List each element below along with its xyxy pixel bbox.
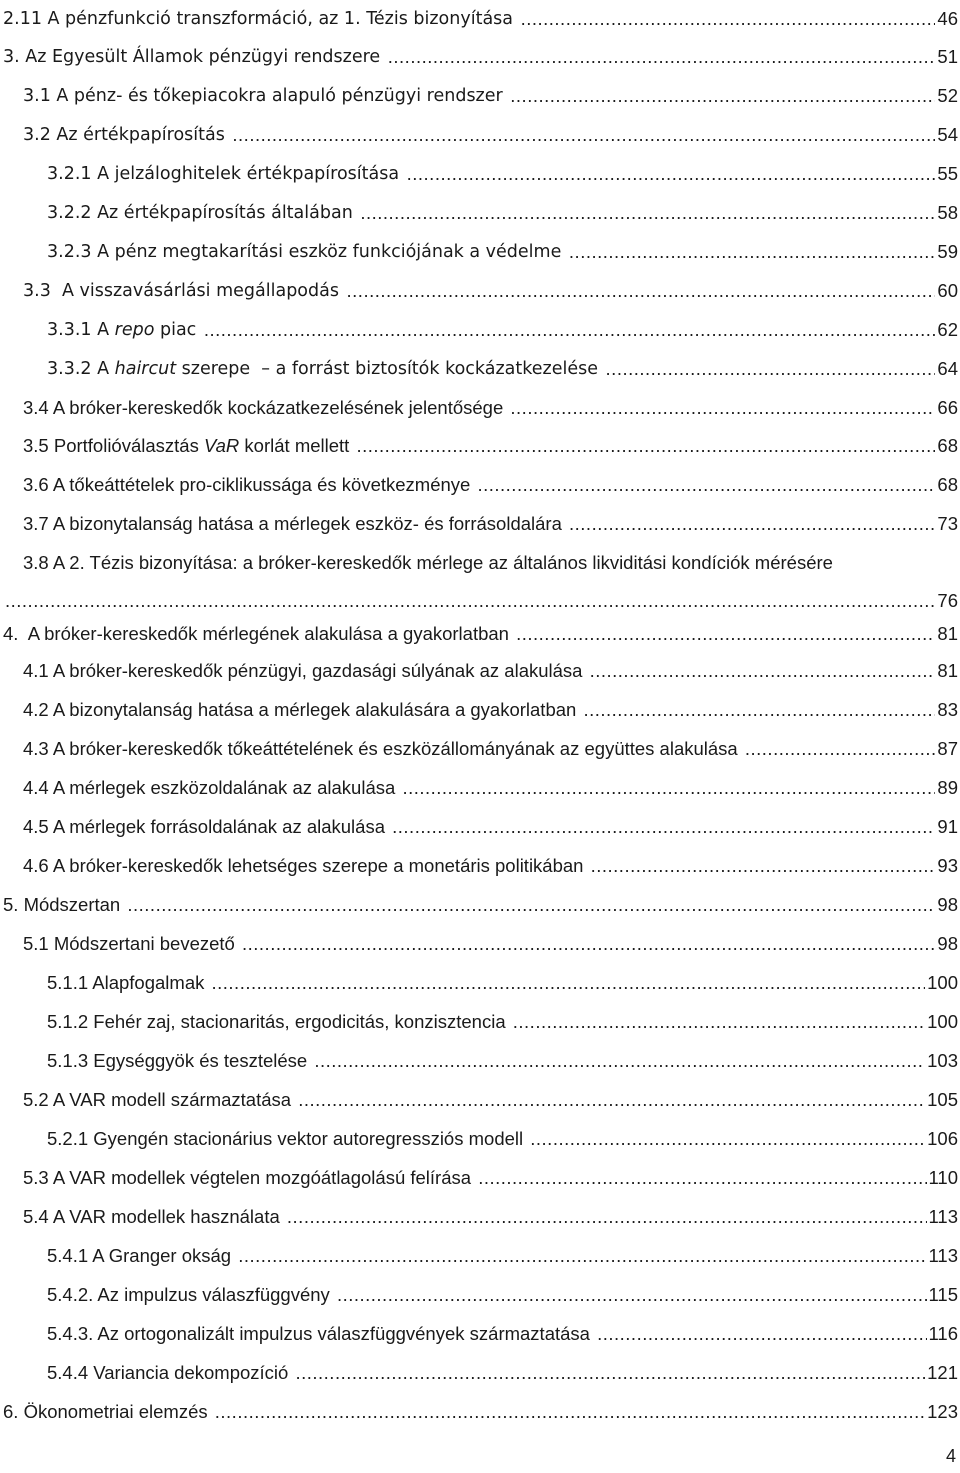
toc-entry-page: 83 — [937, 699, 958, 720]
toc-entry-text: 3.3.2 A — [47, 359, 115, 379]
toc-dot-leader — [521, 8, 936, 30]
toc-dot-leader — [127, 894, 935, 916]
toc-entry-page: 58 — [937, 202, 958, 223]
toc-entry[interactable] — [3, 582, 958, 612]
toc-dot-leader — [478, 1167, 926, 1189]
toc-entry-page: 93 — [937, 855, 958, 876]
toc-dot-leader — [295, 1362, 925, 1384]
toc-entry-title: 3. Az Egyesült Államok pénzügyi rendszere — [3, 47, 386, 67]
toc-entry-page: 60 — [937, 280, 958, 301]
toc-entry-page: 121 — [927, 1362, 958, 1383]
toc-entry-page: 76 — [937, 590, 958, 611]
toc-entry-title: 5.4.1 A Granger okság — [47, 1245, 237, 1266]
toc-entry-title: 4.6 A bróker-kereskedők lehetséges szerepe a monetáris politikában — [23, 855, 589, 876]
toc-entry-title: 3.4 A bróker-kereskedők kockázatkezelésének jelentősége — [23, 397, 509, 418]
toc-entry-page: 113 — [928, 1245, 958, 1266]
toc-entry-title: 5.1.1 Alapfogalmak — [47, 972, 210, 993]
toc-entry[interactable] — [47, 1120, 958, 1150]
toc-entry-page: 89 — [937, 777, 958, 798]
toc-entry-page: 66 — [937, 397, 958, 418]
toc-entry-page: 98 — [937, 933, 958, 954]
toc-entry[interactable] — [3, 0, 958, 30]
toc-entry-title: 5.3 A VAR modellek végtelen mozgóátlagolású felírása — [23, 1167, 477, 1188]
toc-entry-title: 3.7 A bizonytalanság hatása a mérlegek eszköz- és forrásoldalára — [23, 513, 568, 534]
toc-entry-page: 55 — [937, 163, 958, 184]
toc-dot-leader — [356, 435, 935, 457]
toc-entry[interactable] — [23, 1159, 958, 1189]
toc-entry-page: 59 — [937, 241, 958, 262]
toc-entry-page: 113 — [928, 1206, 958, 1227]
toc-entry-title: 3.2.2 Az értékpapírosítás általában — [47, 203, 359, 223]
toc-entry-title: 3.3 A visszavásárlási megállapodás — [23, 281, 345, 301]
toc-entry-page: 91 — [937, 816, 958, 837]
toc-dot-leader — [597, 1323, 926, 1345]
toc-entry-page: 64 — [937, 358, 958, 379]
toc-entry-emphasis: repo — [114, 320, 155, 340]
toc-dot-leader — [606, 358, 936, 380]
toc-entry-page: 100 — [927, 1011, 958, 1032]
toc-entry[interactable] — [23, 847, 958, 877]
toc-entry-page: 105 — [927, 1089, 958, 1110]
toc-entry-title: 4.1 A bróker-kereskedők pénzügyi, gazdasági súlyának az alakulása — [23, 660, 588, 681]
toc-entry[interactable] — [47, 155, 958, 185]
toc-dot-leader — [347, 280, 936, 302]
toc-entry-page: 46 — [937, 8, 958, 29]
toc-entry[interactable] — [23, 691, 958, 721]
toc-entry[interactable] — [23, 116, 958, 146]
toc-entry-page: 106 — [927, 1128, 958, 1149]
toc-entry-title: 5.2 A VAR modell származtatása — [23, 1089, 297, 1110]
toc-dot-leader — [591, 855, 936, 877]
toc-entry[interactable] — [47, 233, 958, 263]
toc-entry-title: 5. Módszertan — [3, 894, 126, 915]
toc-entry-page: 123 — [927, 1401, 958, 1422]
toc-entry[interactable] — [3, 615, 958, 645]
toc-entry[interactable] — [23, 730, 958, 760]
toc-entry-title: 5.2.1 Gyengén stacionárius vektor autoregressziós modell — [47, 1128, 529, 1149]
toc-entry[interactable] — [47, 350, 958, 380]
toc-entry[interactable] — [47, 1276, 958, 1306]
toc-dot-leader — [513, 1011, 925, 1033]
toc-entry-text: 3.5 Portfolióválasztás — [23, 435, 204, 456]
toc-entry-page: 87 — [937, 738, 958, 759]
toc-entry-page: 115 — [928, 1284, 958, 1305]
toc-entry-title: 4.5 A mérlegek forrásoldalának az alakulása — [23, 816, 391, 837]
toc-entry-page: 81 — [937, 623, 958, 644]
toc-entry[interactable] — [47, 1042, 958, 1072]
toc-dot-leader — [212, 972, 926, 994]
toc-dot-leader — [516, 623, 935, 645]
toc-entry-page: 73 — [937, 513, 958, 534]
toc-entry[interactable] — [23, 652, 958, 682]
toc-dot-leader — [745, 738, 936, 760]
toc-entry-emphasis: haircut — [114, 359, 177, 379]
toc-dot-leader — [583, 699, 935, 721]
toc-entry[interactable] — [47, 194, 958, 224]
toc-dot-leader — [314, 1050, 925, 1072]
page-number: 4 — [945, 1446, 956, 1466]
toc-entry[interactable] — [23, 272, 958, 302]
toc-entry-title — [47, 319, 202, 341]
toc-dot-leader — [215, 1401, 925, 1423]
toc-dot-leader — [569, 241, 936, 263]
toc-entry-title: 3.2 Az értékpapírosítás — [23, 125, 231, 145]
toc-entry[interactable] — [23, 769, 958, 799]
toc-entry-emphasis: VaR — [203, 435, 240, 456]
toc-entry[interactable] — [47, 1003, 958, 1033]
toc-entry[interactable] — [23, 505, 958, 535]
toc-entry[interactable] — [23, 427, 958, 457]
toc-dot-leader — [590, 660, 936, 682]
toc-entry-title: 3.2.1 A jelzáloghitelek értékpapírosítása — [47, 164, 405, 184]
toc-entry-title: 5.1.3 Egységgyök és tesztelése — [47, 1050, 313, 1071]
toc-dot-leader — [510, 397, 935, 419]
toc-entry-page: 81 — [937, 660, 958, 681]
toc-entry-title: 4.4 A mérlegek eszközoldalának az alakulása — [23, 777, 401, 798]
toc-entry-text: korlát mellett — [239, 435, 355, 456]
toc-dot-leader — [510, 85, 935, 107]
toc-entry-title: 5.4.2. Az impulzus válaszfüggvény — [47, 1284, 335, 1305]
toc-entry[interactable] — [23, 1081, 958, 1111]
toc-entry-text: szerepe – a forrást biztosítók kockázatkezelése — [176, 359, 604, 379]
toc-dot-leader — [402, 777, 935, 799]
toc-entry[interactable] — [3, 1393, 958, 1423]
toc-entry-page: 98 — [937, 894, 958, 915]
toc-entry[interactable] — [23, 808, 958, 838]
toc-entry[interactable] — [47, 1354, 958, 1384]
toc-entry-title: 3.1 A pénz- és tőkepiacokra alapuló pénzügyi rendszer — [23, 86, 509, 106]
toc-entry[interactable] — [3, 38, 958, 68]
toc-entry-page: 68 — [937, 435, 958, 456]
toc-entry-page: 116 — [928, 1323, 958, 1344]
toc-entry-title: 5.4.3. Az ortogonalizált impulzus válaszfüggvények származtatása — [47, 1323, 596, 1344]
toc-entry-title: 5.4 A VAR modellek használata — [23, 1206, 285, 1227]
toc-entry[interactable] — [47, 964, 958, 994]
toc-entry[interactable] — [47, 311, 958, 341]
toc-entry-title: 5.1.2 Fehér zaj, stacionaritás, ergodicitás, konzisztencia — [47, 1011, 511, 1032]
toc-entry[interactable] — [23, 925, 958, 955]
toc-dot-leader — [569, 513, 935, 535]
toc-entry-title: 2.11 A pénzfunkció transzformáció, az 1. Tézis bizonyítása — [3, 9, 519, 29]
toc-entry-page: 100 — [927, 972, 958, 993]
toc-entry[interactable] — [23, 1198, 958, 1228]
toc-entry-title: 4. A bróker-kereskedők mérlegének alakulása a gyakorlatban — [3, 623, 515, 644]
toc-entry[interactable] — [23, 466, 958, 496]
toc-entry-page: 62 — [937, 319, 958, 340]
toc-dot-leader — [360, 202, 935, 224]
toc-entry[interactable] — [23, 544, 958, 574]
toc-entry-title: 4.3 A bróker-kereskedők tőkeáttételének és eszközállományának az együttes alakulása — [23, 738, 743, 759]
toc-entry-page: 51 — [937, 46, 958, 67]
toc-entry-text: 3.3.1 A — [47, 320, 115, 340]
toc-entry-title: 3.2.3 A pénz megtakarítási eszköz funkciójának a védelme — [47, 242, 567, 262]
toc-dot-leader — [238, 1245, 926, 1267]
toc-dot-leader — [232, 124, 935, 146]
toc-dot-leader — [477, 474, 935, 496]
toc-entry[interactable] — [47, 1237, 958, 1267]
toc-entry-page: 103 — [927, 1050, 958, 1071]
toc-entry-title — [47, 358, 604, 380]
toc-entry-title: 5.1 Módszertani bevezető — [23, 933, 240, 954]
toc-entry-title: 3.8 A 2. Tézis bizonyítása: a bróker-kereskedők mérlege az általános likviditási kondíciók mérésére — [23, 552, 833, 573]
toc-dot-leader — [392, 816, 935, 838]
toc-dot-leader — [242, 933, 935, 955]
toc-dot-leader — [298, 1089, 925, 1111]
toc-entry[interactable] — [3, 886, 958, 916]
toc-entry[interactable] — [23, 77, 958, 107]
toc-entry-page: 110 — [928, 1167, 958, 1188]
toc-entry-page: 68 — [937, 474, 958, 495]
toc-entry-title: 4.2 A bizonytalanság hatása a mérlegek alakulására a gyakorlatban — [23, 699, 582, 720]
toc-dot-leader — [204, 319, 936, 341]
toc-entry-title: 5.4.4 Variancia dekompozíció — [47, 1362, 294, 1383]
toc-dot-leader — [5, 590, 935, 612]
toc-entry-page: 54 — [937, 124, 958, 145]
toc-dot-leader — [337, 1284, 927, 1306]
toc-entry-title — [23, 435, 354, 457]
toc-entry-title: 3.6 A tőkeáttételek pro-ciklikussága és következménye — [23, 474, 476, 495]
toc-dot-leader — [388, 46, 936, 68]
toc-entry-page: 52 — [937, 85, 958, 106]
toc-entry[interactable] — [23, 389, 958, 419]
toc-dot-leader — [287, 1206, 927, 1228]
toc-entry-text: piac — [154, 320, 202, 340]
toc-entry-title: 6. Ökonometriai elemzés — [3, 1401, 213, 1422]
toc-entry[interactable] — [47, 1315, 958, 1345]
toc-dot-leader — [407, 163, 936, 185]
toc-dot-leader — [530, 1128, 925, 1150]
